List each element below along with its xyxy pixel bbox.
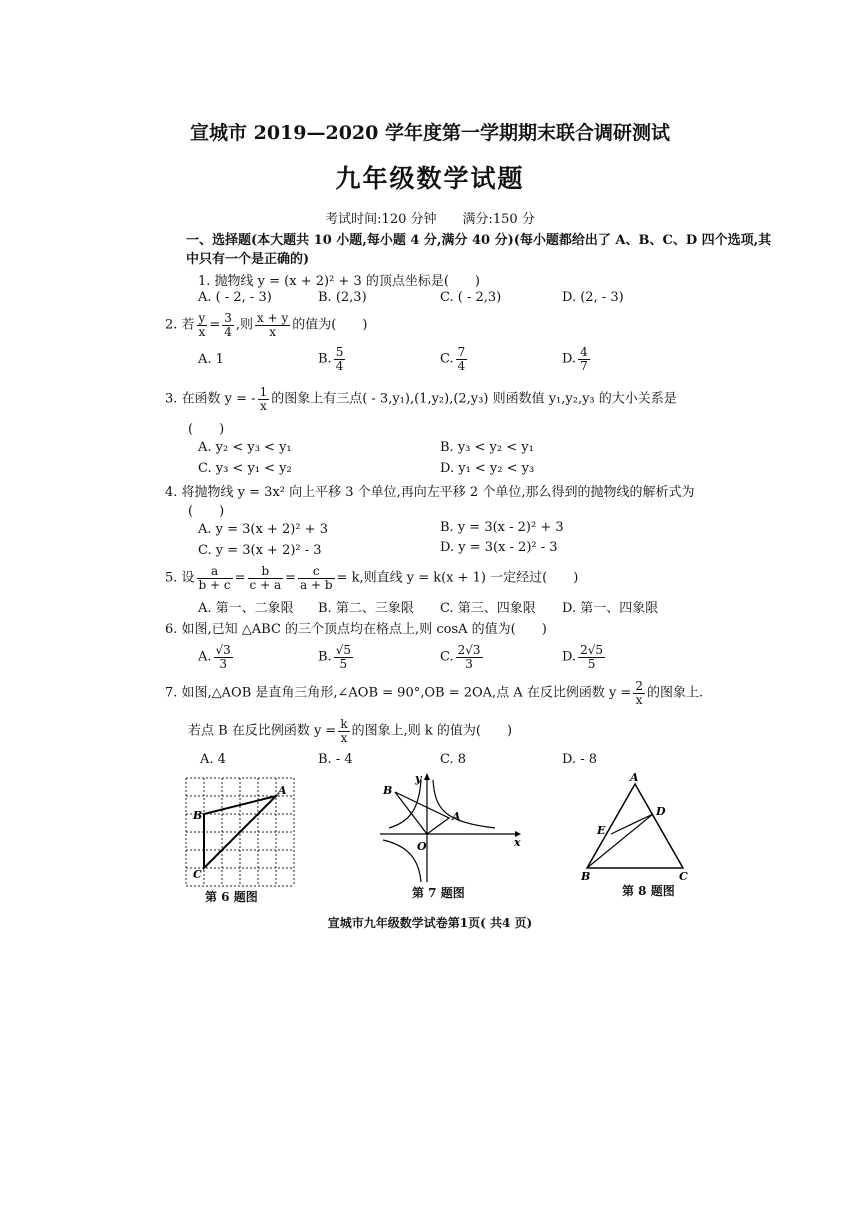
q5-fraction-2 [248,565,284,591]
q2-c-den: 4 [457,358,466,373]
q6-option-c [440,644,485,670]
q2-option-c [440,346,469,372]
q7-fraction-1 [633,680,645,706]
figure-8-label-e: E [597,824,606,837]
q6-c-label: C. [440,649,454,665]
q3-paren: ( ) [188,422,225,437]
figure-7-label-a: A [452,810,461,823]
q2-b-num: 5 [335,345,344,359]
q6-b-num: √5 [335,643,351,657]
q6-c-den: 3 [465,656,473,671]
figure-6-label-c: C [193,868,202,881]
q5-post: = k,则直线 y = k(x + 1) 一定经过( ) [336,570,579,586]
section-heading-line2: 中只有一个是正确的) [186,252,310,267]
q6-c-fraction [456,644,483,670]
q2-c-fraction [456,346,468,372]
q7-f2-num: k [340,717,348,731]
q6-d-label: D. [562,649,577,665]
q2-f3-den: x [269,324,277,339]
q6-option-a [198,644,235,670]
q2-f1-den: x [198,324,206,339]
q1-option-b: B. (2,3) [318,290,367,305]
q7-option-b: B. - 4 [318,752,353,767]
q3-post: 的图象上有三点( - 3,y₁),(1,y₂),(2,y₃) 则函数值 y₁,y₂,y₃ 的大小关系是 [271,391,677,407]
q4-option-c: C. y = 3(x + 2)² - 3 [198,543,322,558]
figure-7-label-x: x [514,836,521,849]
q2-pre: 2. 若 [165,317,195,333]
q6-option-b [318,644,355,670]
q3-option-d: D. y₁ < y₂ < y₃ [440,461,535,476]
q3-f-den: x [259,398,267,413]
q2-f2-den: 4 [224,324,232,339]
q2-d-den: 7 [580,358,588,373]
q2-option-b [318,346,347,372]
q3-option-c: C. y₃ < y₁ < y₂ [198,461,292,476]
q5-f1-den: b + c [198,577,231,592]
exam-title: 宣城市 2019—2020 学年度第一学期期末联合调研测试 [190,122,670,144]
q7-option-a: A. 4 [200,752,226,767]
figure-7-label-o: O [417,840,427,853]
q5-option-d: D. 第一、四象限 [562,601,659,616]
figure-7-coordinate-plot [375,770,525,890]
q5-f2-num: b [248,565,284,579]
q6-stem: 6. 如图,已知 △ABC 的三个顶点均在格点上,则 cosA 的值为( ) [165,622,547,637]
figure-7-hyperbola-q1 [433,780,495,828]
q2-f1-num: y [198,311,206,325]
q7-fraction-2 [338,718,349,744]
q6-d-fraction [578,644,605,670]
q2-fraction-2 [222,312,234,338]
q6-option-d [562,644,607,670]
q2-fraction-1 [197,312,208,338]
q5-f2-den: c + a [249,577,282,592]
figure-7-hyperbola-q3 [383,840,421,882]
q6-c-num: 2√3 [457,643,481,657]
q2-post: 的值为( ) [292,317,368,333]
q7-f1-num: 2 [635,679,643,693]
exam-info: 考试时间:120 分钟 满分:150 分 [325,212,535,227]
figure-7-triangle-aob [395,792,449,834]
q7-pre: 7. 如图,△AOB 是直角三角形,∠AOB = 90°,OB = 2OA,点 A 在反比例函数 y = [165,685,632,701]
q4-option-b: B. y = 3(x - 2)² + 3 [440,520,564,535]
q5-option-a: A. 第一、二象限 [198,601,294,616]
q4-option-a: A. y = 3(x + 2)² + 3 [198,522,328,537]
q5-fraction-1 [197,565,233,591]
figure-8-segment-bd [587,814,653,868]
q2-option-a: A. 1 [198,352,224,367]
figure-8-label-d: D [656,805,666,818]
figure-7-y-arrow [424,773,430,780]
q7-stem-line1 [165,680,703,706]
figure-6-grid-triangle [180,772,300,892]
q5-f1-num: a [197,565,233,579]
q7-pre2: 若点 B 在反比例函数 y = [188,723,337,739]
q1-stem: 1. 抛物线 y = (x + 2)² + 3 的顶点坐标是( ) [198,274,480,289]
q2-eq: = [209,317,221,333]
q6-b-den: 5 [339,656,348,671]
q7-f1-den: x [635,692,643,707]
q1-option-a: A. ( - 2, - 3) [198,290,272,305]
figure-6-label-a: A [278,784,287,797]
q1-option-c: C. ( - 2,3) [440,290,502,305]
q4-option-d: D. y = 3(x - 2)² - 3 [440,540,558,555]
figure-8-triangle [575,772,695,882]
figure-6-caption: 第 6 题图 [205,890,258,904]
q2-d-label: D. [562,351,577,367]
q7-option-c: C. 8 [440,752,467,767]
q6-b-fraction [334,644,353,670]
q3-f-num: 1 [259,385,268,399]
q5-stem [165,565,578,591]
figure-7-caption: 第 7 题图 [412,886,465,900]
q6-a-fraction [214,644,233,670]
section-heading-line1: 一、选择题(本大题共 10 小题,每小题 4 分,满分 40 分)(每小题都给出了 A、B、C、D 四个选项,其 [186,233,772,248]
q2-fraction-3 [255,312,290,338]
q6-a-den: 3 [219,656,227,671]
figure-8-label-b: B [581,870,591,882]
q2-f2-num: 3 [224,311,232,325]
figure-8-caption: 第 8 题图 [622,884,675,898]
q6-d-num: 2√5 [580,643,604,657]
figure-7-label-y: y [415,772,422,785]
q2-option-d [562,346,592,372]
q2-c-num: 7 [457,345,466,359]
q7-f2-den: x [340,730,348,745]
q2-f3-num: x + y [257,311,289,325]
q7-post2: 的图象上,则 k 的值为( ) [351,723,513,739]
q2-mid: ,则 [235,317,254,333]
q5-eq-1: = [234,570,246,586]
q2-b-fraction [334,346,346,372]
q2-b-den: 4 [335,358,344,373]
q7-option-d: D. - 8 [562,752,598,767]
figure-8-label-c: C [679,870,688,882]
q3-fraction [258,386,270,412]
figure-6-label-b: B [193,809,203,822]
q2-c-label: C. [440,351,454,367]
q2-b-label: B. [318,351,332,367]
q2-d-num: 4 [580,345,588,359]
q4-paren: ( ) [188,504,225,519]
q6-a-label: A. [198,649,212,665]
q5-f3-num: c [298,565,335,579]
q6-b-label: B. [318,649,332,665]
q5-option-c: C. 第三、四象限 [440,601,536,616]
q7-post: 的图象上. [646,685,704,701]
q7-stem-line2 [188,718,512,744]
q5-pre: 5. 设 [165,570,195,586]
q3-pre: 3. 在函数 y = - [165,391,256,407]
q5-option-b: B. 第二、三象限 [318,601,414,616]
exam-subtitle: 九年级数学试题 [335,164,525,193]
q3-stem [165,386,677,412]
q5-eq-2: = [285,570,297,586]
figure-8-label-a: A [630,772,639,784]
q5-fraction-3 [298,565,335,591]
q2-stem [165,312,367,338]
page-footer: 宣城市九年级数学试卷第1页( 共4 页) [327,916,533,930]
q3-option-b: B. y₃ < y₂ < y₁ [440,440,534,455]
q6-d-den: 5 [587,656,596,671]
figure-7-label-b: B [383,784,393,797]
q5-f3-den: a + b [300,577,333,592]
q1-option-d: D. (2, - 3) [562,290,624,305]
q3-option-a: A. y₂ < y₃ < y₁ [198,440,292,455]
q6-a-num: √3 [215,643,231,657]
q2-d-fraction [578,346,590,372]
q4-stem: 4. 将抛物线 y = 3x² 向上平移 3 个单位,再向左平移 2 个单位,那么得到的抛物线的解析式为 [165,485,695,500]
